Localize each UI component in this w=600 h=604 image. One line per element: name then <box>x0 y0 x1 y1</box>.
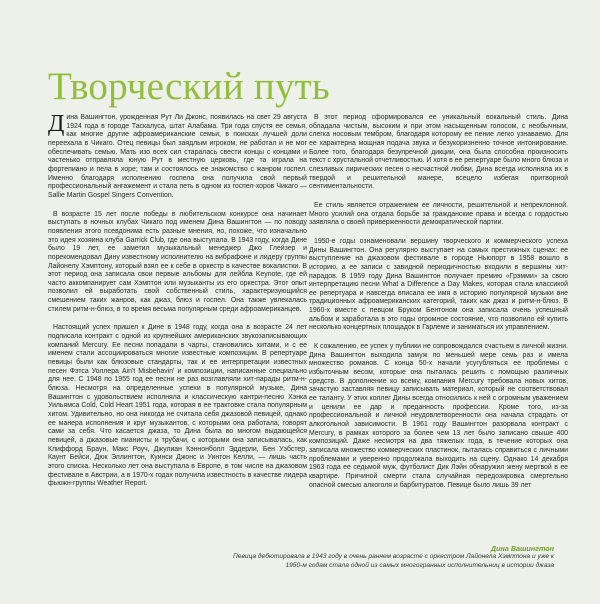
paragraph-4: В этот период сформировался ее уникальный вокальный стиль. Дина обладала чистым, высоким и при этом насыщенным голосом, с необычным, слегка носовым тембром, благодаря которому ее пение легко узнаваемо. Для ее характерна мощная подача звука и безукоризненно точное интонирование. Более того, благодаря безупречной дикции, она была способна произносить текст с хрустальной отчетливостью. И хотя в ее репертуаре было много блюза и слезливых лирических песен о несчастной любви, Дина всегда исполняла их в твердой и решительной манере, всецело избегая притворной сентиментальности. <box>309 114 568 191</box>
left-column <box>48 111 307 499</box>
paragraph-6: 1950-е годы ознаменовали вершину творческого и коммерческого успеха Дины Вашингтон. Она регулярно выступает на самых престижных сценах: ее выступление на джазовом фестивале в городе Ньюпорт в 1958 вошло в историю, а ее записи с завидной периодичностью входили в вершины хит-парадов. В 1959 году Дина Вашингтон получает премию «Грэмми» за свою интерпретацию песни What a Difference a Day Makes, которая стала классикой ее репертуара и навсегда вписала ее имя в историю популярной музыки вне традиционных афроамериканских категорий, таких как джаз и ритм-н-блюз. В 1960-х вместе с певцом Бруком Бентоном она записала очень успешный альбом и заработала в это годы огромное состояние, что позволило ей купить несколько концертных площадок в Гарлеме и заниматься их управлением. <box>309 237 568 332</box>
drop-cap: Д <box>48 111 65 137</box>
right-column <box>309 114 568 500</box>
paragraph-3: Настоящий успех пришел к Дине в 1948 году, когда она в возрасте 24 лет подписала контракт с одной из крупнейших американских звукозаписывающих компаний Mercury. Ее песни попадали в чарты, становились хитами, и с ее именем стали ассоциироваться многие известные композиции. В репертуаре певицы были как блюзовые стандарты, так и ее интерпретации известных песен Фэтса Уоллера Ain't Misbehavin' и композиции, написанные специально для нее. С 1948 по 1955 год ее песни не раз возглавляли хит-парады ритм-н-блюза. Несмотря на определенные успехи в популярной музыке, Дина Вашингтон с удовольствием исполняла и классическую кантри-песню Хэнка Уильямса Cold, Cold Heart 1951 года, которая в ее трактовке стала популярным хитом. Удивительно, но она никогда не считала себя джазовой певицей, однако ее манера исполнения и круг музыкантов, с которыми она работала, говорят сами за себя. Что касается джаза, то Дина была во многом выдающейся певицей, а джазовые пианисты и трубачи, с которыми она записывалась, как Клиффорд Браун, Макс Роуч, Джулиан Кэннонболл Эддерли, Бен Уэбстер, Каунт Бейси, Дюк Эллингтон, Куинси Джонс и Уинтон Келли, — лишь часть этого списка. Несколько лет она выступала в Европе, в том числе на джазовом фестивале в Австрии, а в 1970-х годах получила известность в качестве лидера фьюжн-группы Weather Report. <box>48 324 307 488</box>
paragraph-1 <box>48 111 307 201</box>
photo-caption <box>224 545 554 570</box>
page-title: Творческий путь <box>48 65 330 108</box>
paragraph-text: ина Вашингтон, урожденная Рут Ли Джонс, появилась на свет 29 августа 1924 года в городе Таскалуса, штат Алабама. Три года спустя ее семья, как многие другие афроамериканские семьи, в поисках лучшей доли переехала в Чикаго. Отец певицы был заядлым игроком, не работал и не мог обеспечивать семью. Мать изо всех сил старалась свести концы с концами и частенько отправляла юную Рут в местную церковь, где та играла на фортепиано и пела в хоре; там и состоялось ее знакомство с жанром госпел. Именно благодаря исполнению госпела она получила свой первый профессиональный ангажемент и стала петь в одном из госпел-хоров Чикаго — Sallie Martin Gospel Singers Convention. <box>48 114 307 199</box>
paragraph-7: К сожалению, ее успех у публики не сопровождался счастьем в личной жизни. Дина Вашингтон выходила замуж по меньшей мере семь раз и имела множество романов. С конца 50-х начали усугубляться ее проблемы с избыточным весом, которые она пыталась решить с помощью различных средств. В дополнение ко всему, компания Mercury требовала новых хитов, зачастую заставляя певицу записывать материал, который не соответствовал ее таланту. У этих коллег Дины всегда относились к ней с огромным уважением и ценили ее дар и преданность профессии. Кроме того, из-за профессиональной и личной неудовлетворенности она начала страдать от алкогольной зависимости. В 1961 году Вашингтон разорвала контракт с Mercury, в рамках которого за более чем 13 лет было записано свыше 400 композиций. Даже несмотря на два тяжелых года, в течение которых она записала множество коммерческих пластинок, пыталась справиться с личными проблемами и уверенно продолжала выходить на сцену. Однако 14 декабря 1963 года ее седьмой муж, футболист Дик Лэйн обнаружил жену мертвой в ее квартире. Причиной смерти стала случайная передозировка смертельно опасной смесью алкоголя и барбитуратов. Певице было лишь 39 лет <box>309 343 568 489</box>
caption-text: Певица дебютировала в 1943 году в очень раннем возрасте с оркестром Лайонела Хэмптона и уже к 1950-м годам стала одной из самых многогранных исполнительниц в истории джаза <box>233 553 554 569</box>
paragraph-2: В возрасте 15 лет после победы в любительском конкурсе она начинает выступать в ночных клубах Чикаго под именем Дина Вашингтон — по поводу появления этого псевдонима есть разные мнения, но, похоже, что изначально это идея хозяина клуба Garrick Club, где она выступала. В 1943 году, когда Дине было 19 лет, ее заметил музыкальный менеджер Джо Глейзер и порекомендовал Дину известному исполнителю на вибрафоне и лидеру группы Лайонелу Хэмптону, который взял ее к себе в оркестр в качестве вокалистки. В этот период она записала свои первые альбомы для лейбла Keynote, где ей часто аккомпанирует сам Хэмптон или музыканты из его оркестра. Этот опыт позволил ей выработать свой собственный стиль, характеризующийся смешением таких жанров, как джаз, блюз и госпел. Она также увлекалась стилем ритм-н-блюз, в то время весьма популярным среди афроамериканцев. <box>48 210 307 313</box>
paragraph-5: Ее стиль является отражением ее личности, решительной и непреклонной. Много усилий она отдала борьбе за гражданские права и всегда с гордостью заявляла о своей приверженности демократической партии. <box>309 201 568 227</box>
caption-title: Дина Вашингтон <box>490 544 554 553</box>
